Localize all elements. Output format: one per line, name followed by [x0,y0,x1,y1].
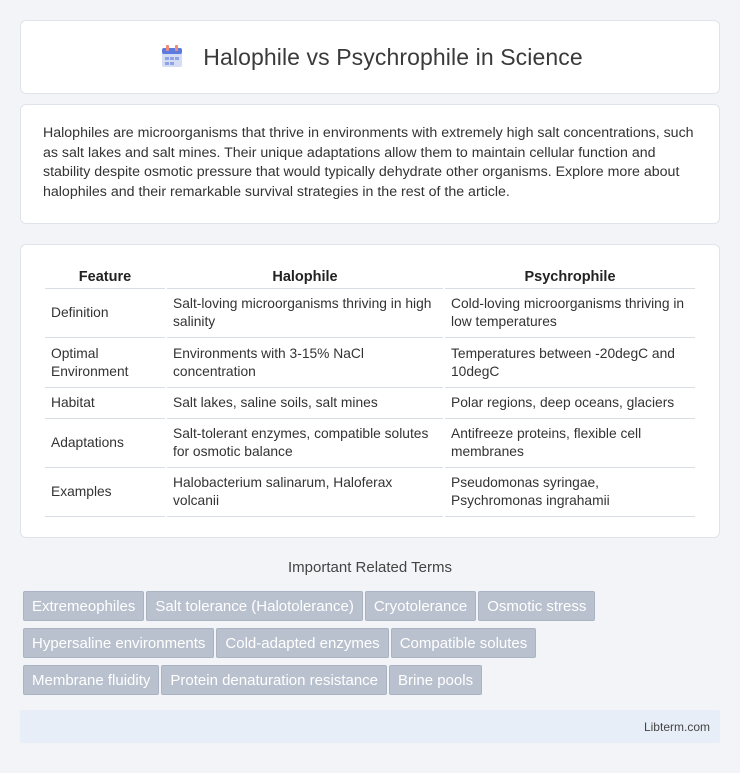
tag-brine-pools[interactable]: Brine pools [389,665,482,695]
cell-feature: Adaptations [45,419,165,468]
related-terms-title: Important Related Terms [288,559,452,576]
header-inner [157,41,582,73]
table-row [45,468,695,517]
cell-feature: Definition [45,289,165,338]
cell-halophile: Salt lakes, saline soils, salt mines [167,388,443,419]
tag-cryotolerance[interactable]: Cryotolerance [365,591,476,621]
tag-cold-adapted-enzymes[interactable]: Cold-adapted enzymes [216,628,388,658]
table-row [45,419,695,468]
table-row [45,338,695,388]
comparison-table-card [20,244,720,538]
header-psychrophile: Psychrophile [445,265,695,289]
tag-protein-denaturation-resistance[interactable]: Protein denaturation resistance [161,665,387,695]
tag-salt-tolerance[interactable]: Salt tolerance (Halotolerance) [146,591,362,621]
tag-extremeophiles[interactable]: Extremeophiles [23,591,144,621]
cell-psychrophile: Antifreeze proteins, flexible cell membranes [445,419,695,468]
table-row [45,388,695,419]
calendar-icon [157,41,189,73]
cell-feature: Examples [45,468,165,517]
cell-halophile: Halobacterium salinarum, Haloferax volcanii [167,468,443,517]
tag-compatible-solutes[interactable]: Compatible solutes [391,628,537,658]
cell-psychrophile: Pseudomonas syringae, Psychromonas ingrahamii [445,468,695,517]
tag-hypersaline-environments[interactable]: Hypersaline environments [23,628,214,658]
header-halophile: Halophile [167,265,443,289]
header-feature: Feature [45,265,165,289]
header-card [20,20,720,94]
table-row [45,289,695,338]
cell-feature: Habitat [45,388,165,419]
tag-membrane-fluidity[interactable]: Membrane fluidity [23,665,159,695]
cell-halophile: Salt-loving microorganisms thriving in high salinity [167,289,443,338]
cell-halophile: Environments with 3-15% NaCl concentration [167,338,443,388]
cell-halophile: Salt-tolerant enzymes, compatible solutes for osmotic balance [167,419,443,468]
cell-psychrophile: Cold-loving microorganisms thriving in low temperatures [445,289,695,338]
comparison-table [43,265,697,517]
cell-psychrophile: Polar regions, deep oceans, glaciers [445,388,695,419]
footer-site-link[interactable]: Libterm.com [643,719,710,734]
page-title: Halophile vs Psychrophile in Science [203,43,583,70]
footer-bar [20,710,720,743]
tag-osmotic-stress[interactable]: Osmotic stress [478,591,595,621]
related-terms-tags [23,591,723,702]
table-header-row [45,265,695,289]
cell-psychrophile: Temperatures between -20degC and 10degC [445,338,695,388]
intro-card [20,104,720,224]
cell-feature: Optimal Environment [45,338,165,388]
intro-paragraph: Halophiles are microorganisms that thrive in environments with extremely high salt concentrations, such as salt lakes and salt mines. Their unique adaptations allow them to maintain cellular function and stability despite osmotic pressure that would typically dehydrate other organisms. Explore more about halophiles and their remarkable survival strategies in the rest of the article. [43,125,694,200]
